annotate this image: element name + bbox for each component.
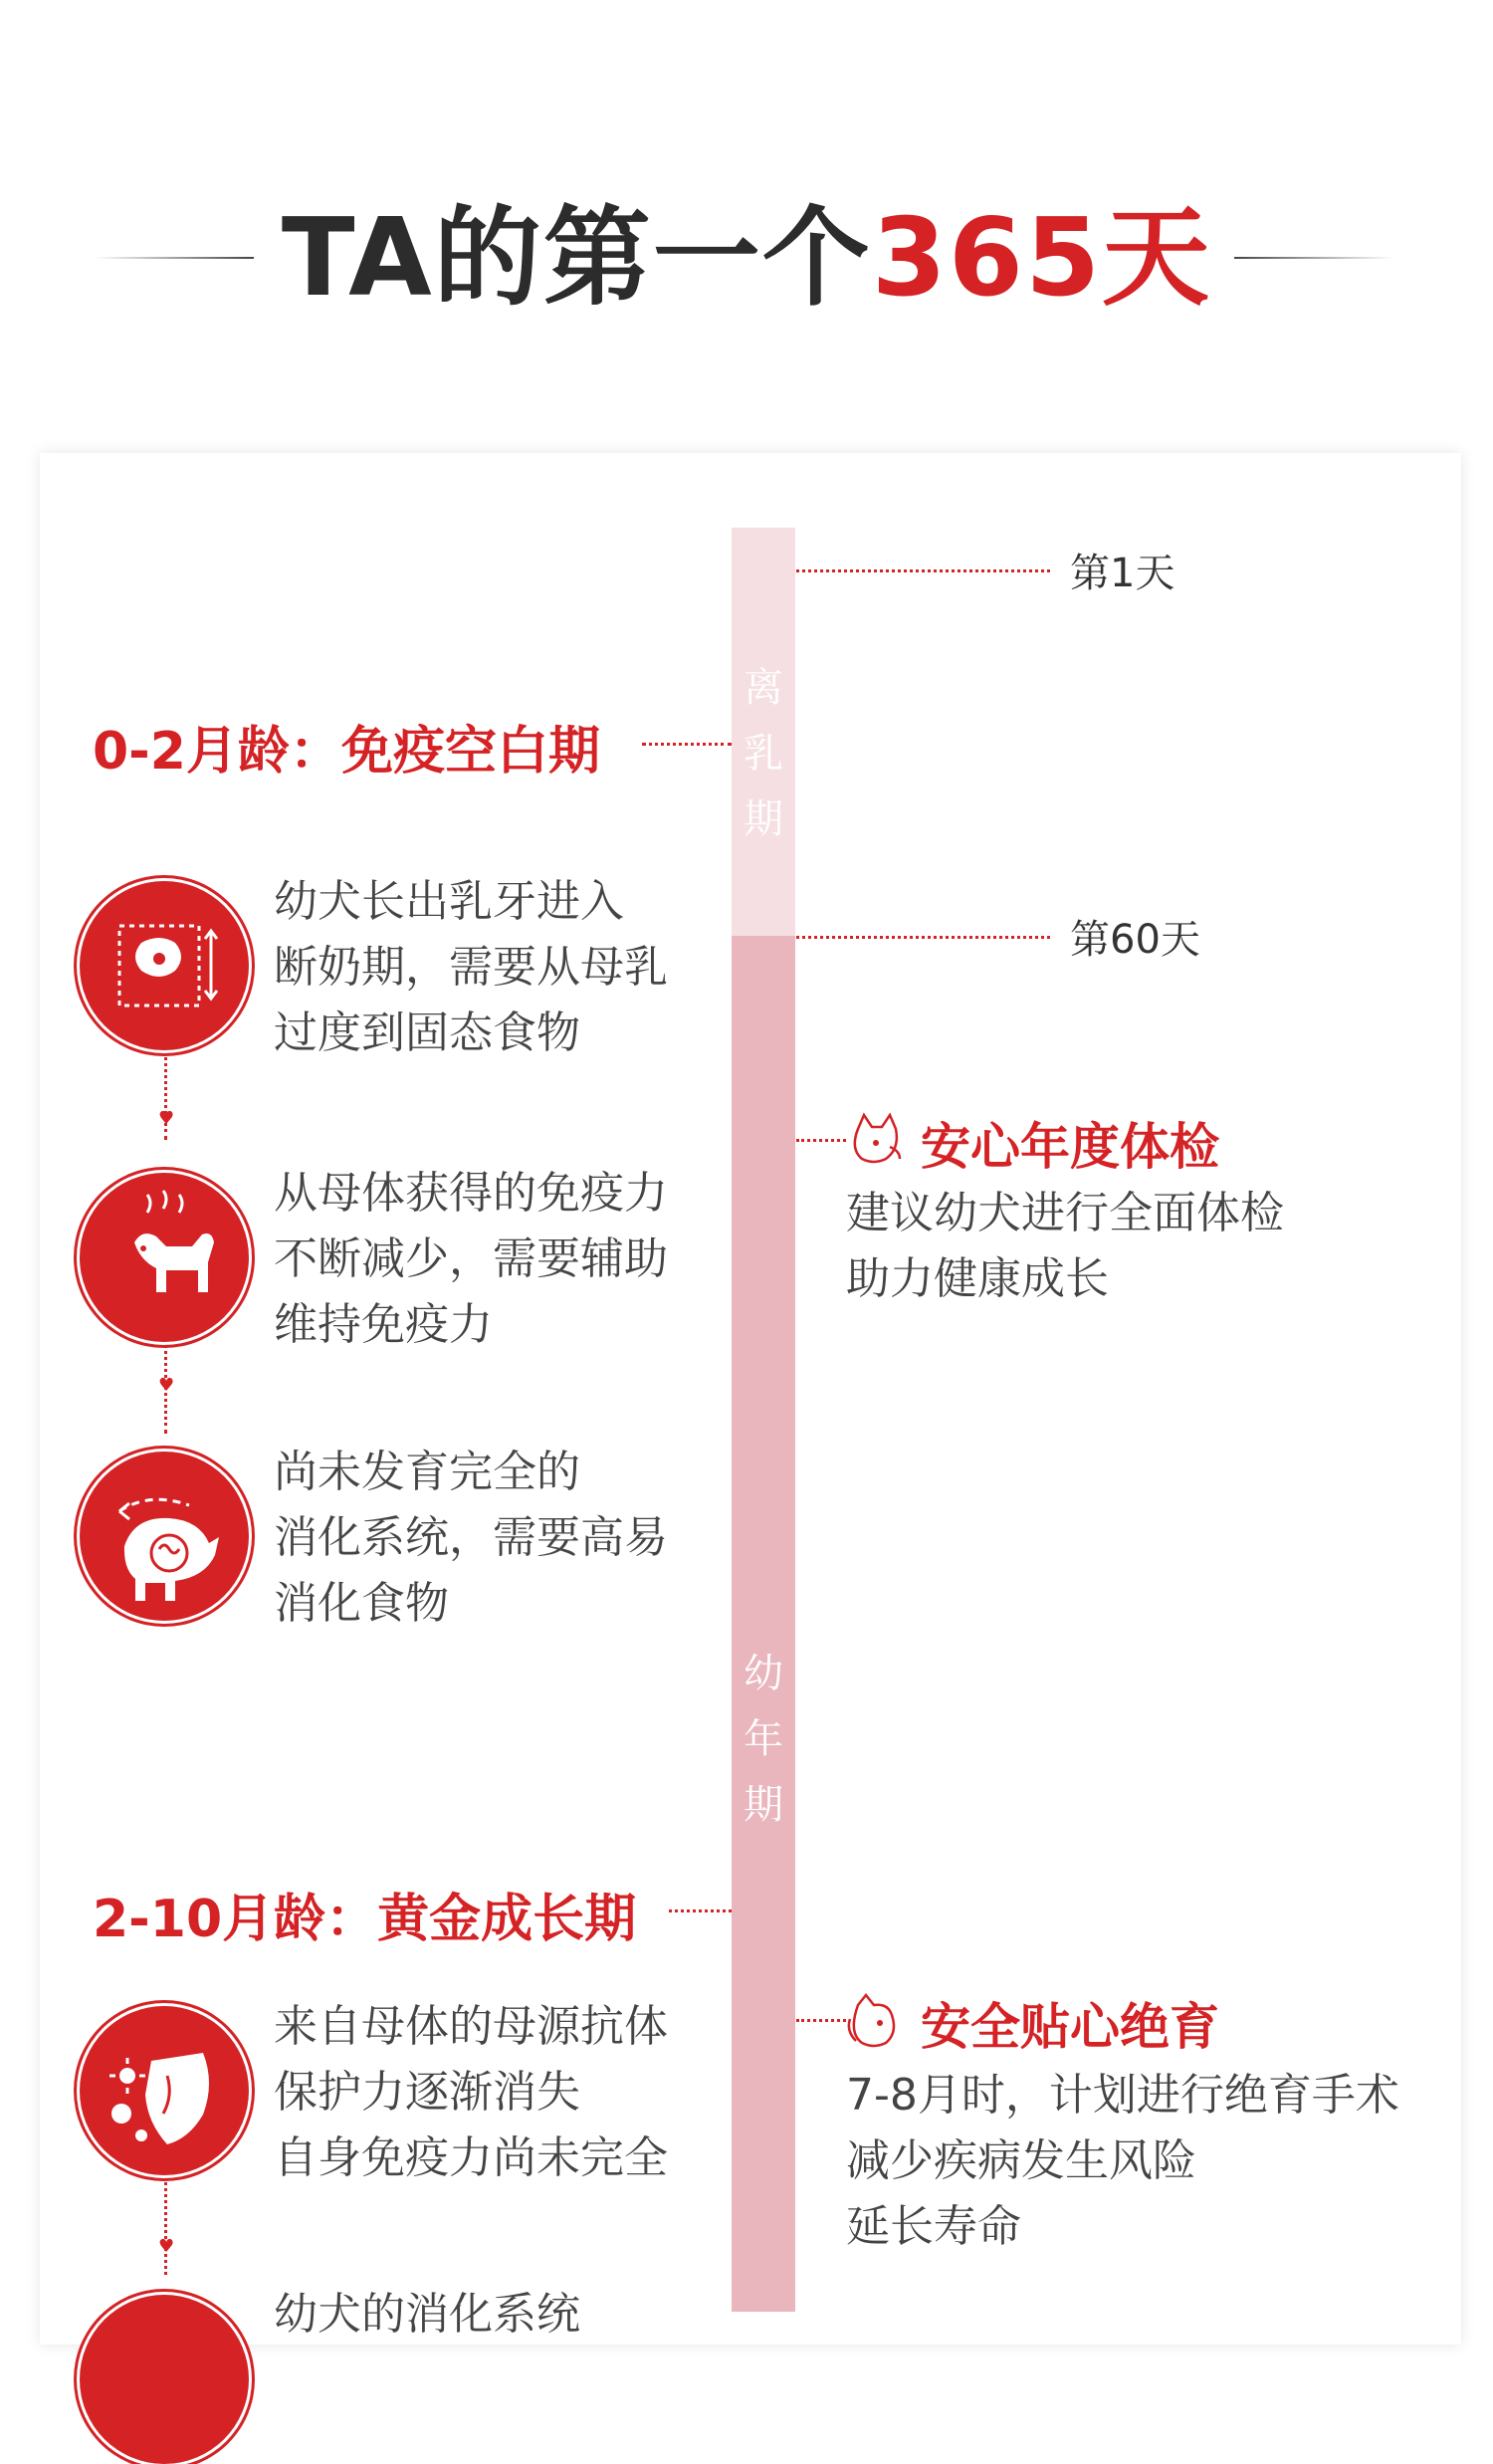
connector-heart-icon: ♥ (158, 2236, 175, 2257)
item-description-2 (274, 1161, 712, 1358)
service1-connector (796, 1139, 846, 1142)
desc-line: 延长寿命 (846, 2201, 1021, 2252)
desc-line: 幼犬的消化系统 (274, 2289, 580, 2340)
desc-line: 过度到固态食物 (274, 1008, 580, 1058)
digestion-icon (80, 1452, 249, 1621)
service-title-neuter: 安全贴心绝育 (921, 1998, 1219, 2056)
desc-line: 不断减少，需要辅助 (274, 1233, 668, 1284)
age1-connector (642, 743, 732, 746)
icon-connector (164, 2175, 167, 2275)
service-desc-neuter (846, 2063, 1463, 2260)
connector-heart-icon: ♥ (158, 1375, 175, 1396)
cat-head-icon (844, 1987, 908, 2051)
item-description-3 (274, 1440, 712, 1637)
desc-line: 断奶期，需要从母乳 (274, 942, 668, 993)
title-main: TA的第一个 (281, 196, 872, 321)
service2-connector (796, 2019, 846, 2022)
day60-connector (796, 936, 1050, 939)
day-marker-60: 第60天 (1070, 917, 1200, 963)
puppy-digest-icon (80, 2295, 249, 2464)
age-title-0-2: 0-2月龄：免疫空白期 (93, 722, 600, 782)
desc-line: 维持免疫力 (274, 1299, 493, 1350)
puppy-immunity-icon (80, 1173, 249, 1342)
age2-connector (669, 1909, 732, 1912)
age-title-2-10: 2-10月龄：黄金成长期 (93, 1890, 637, 1949)
desc-line: 来自母体的母源抗体 (274, 2001, 668, 2052)
page-header (0, 189, 1493, 329)
desc-line: 建议幼犬进行全面体检 (846, 1188, 1284, 1238)
title-divider-right (1234, 257, 1393, 259)
connector-heart-icon: ♥ (158, 1108, 175, 1129)
desc-line: 从母体获得的免疫力 (274, 1168, 668, 1219)
day-marker-1: 第1天 (1070, 551, 1175, 596)
day1-connector (796, 569, 1050, 572)
phase-label-weaning (732, 655, 795, 852)
timeline-bar-puppy (732, 936, 795, 2312)
service-title-checkup: 安心年度体检 (921, 1118, 1219, 1176)
desc-line: 自身免疫力尚未完全 (274, 2132, 668, 2183)
desc-line: 尚未发育完全的 (274, 1447, 580, 1497)
item-description-5 (274, 2282, 712, 2340)
desc-line: 减少疾病发生风险 (846, 2135, 1196, 2186)
dog-head-icon (846, 1107, 906, 1167)
shield-virus-icon (80, 2006, 249, 2175)
phase-label-text: 幼年期 (744, 1651, 783, 1828)
desc-line: 保护力逐渐消失 (274, 2067, 580, 2118)
item-description-1 (274, 869, 712, 1066)
desc-line: 幼犬长出乳牙进入 (274, 876, 624, 927)
item-description-4 (274, 1994, 712, 2191)
desc-line: 消化系统，需要高易 (274, 1512, 668, 1563)
desc-line: 消化食物 (274, 1578, 449, 1629)
title-highlight: 365天 (871, 196, 1212, 321)
service-desc-checkup (846, 1181, 1463, 1312)
phase-label-puppy (732, 1641, 795, 1838)
phase-label-text: 离乳期 (744, 665, 783, 842)
page-title (0, 189, 1493, 329)
desc-line: 7-8月时，计划进行绝育手术 (846, 2070, 1399, 2121)
desc-line: 助力健康成长 (846, 1253, 1109, 1304)
food-kibble-icon (80, 881, 249, 1050)
